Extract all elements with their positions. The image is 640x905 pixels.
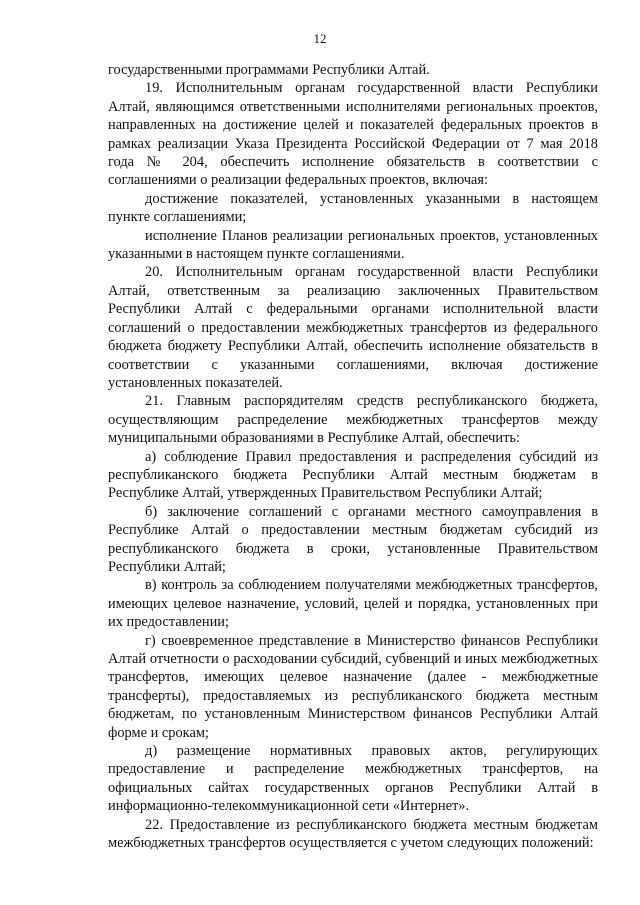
paragraph-21: 21. Главным распорядителям средств республиканского бюджета, осуществляющим распределение межбюджетных трансфертов между муниципальными образованиями в Республике Алтай, обеспечить:	[108, 393, 598, 447]
document-body	[108, 61, 598, 852]
paragraph-20: 20. Исполнительным органам государственной власти Республики Алтай, ответственным за реализацию заключенных Правительством Республики Алтай с федеральными органами исполнительной власти соглашений о предоставлении межбюджетных трансфертов из федерального бюджета бюджету Республики Алтай, обеспечить исполнение обязательств в соответствии с указанными соглашениями, включая достижение установленных показателей.	[108, 264, 598, 391]
paragraph-19-item-plans: исполнение Планов реализации региональных проектов, установленных указанными в настоящем пункте соглашениями.	[108, 227, 598, 263]
paragraph-21-item-v: в) контроль за соблюдением получателями межбюджетных трансфертов, имеющих целевое назначение, условий, целей и порядка, установленных при их предоставлении;	[108, 577, 598, 631]
paragraph-continuation: государственными программами Республики Алтай.	[108, 62, 430, 78]
page-number: 12	[313, 31, 327, 46]
paragraph-19-item-indicators: достижение показателей, установленных указанными в настоящем пункте соглашениями;	[108, 190, 598, 226]
paragraph-21-item-d: д) размещение нормативных правовых актов, регулирующих предоставление и распределение межбюджетных трансфертов, на официальных сайтах государственных органов Республики Алтай в информационно-телекоммуникационной сети «Интернет».	[108, 743, 598, 815]
paragraph-21-item-b: б) заключение соглашений с органами местного самоуправления в Республике Алтай о предоставлении местным бюджетам субсидий из республиканского бюджета в сроки, установленные Правительством Республики Алтай;	[108, 503, 598, 575]
paragraph-19: 19. Исполнительным органам государственной власти Республики Алтай, являющимся ответственными исполнителями региональных проектов, направленных на достижение целей и показателей федеральных проектов в рамках реализации Указа Президента Российской Федерации от 7 мая 2018 года № 204, обеспечить исполнение обязательств в соответствии с соглашениями о реализации федеральных проектов, включая:	[108, 80, 598, 189]
paragraph-21-item-a: а) соблюдение Правил предоставления и распределения субсидий из республиканского бюджета Республики Алтай местным бюджетам в Республике Алтай, утвержденных Правительством Республики Алтай;	[108, 448, 598, 502]
paragraph-21-item-g: г) своевременное представление в Министерство финансов Республики Алтай отчетности о расходовании субсидий, субвенций и иных межбюджетных трансфертов, имеющих целевое назначение (далее - межбюджетные трансферты), предоставляемых из республиканского бюджета местным бюджетам, по установленным Министерством финансов Республики Алтай форме и срокам;	[108, 632, 598, 741]
paragraph-22: 22. Предоставление из республиканского бюджета местным бюджетам межбюджетных трансфертов осуществляется с учетом следующих положений:	[108, 816, 598, 852]
